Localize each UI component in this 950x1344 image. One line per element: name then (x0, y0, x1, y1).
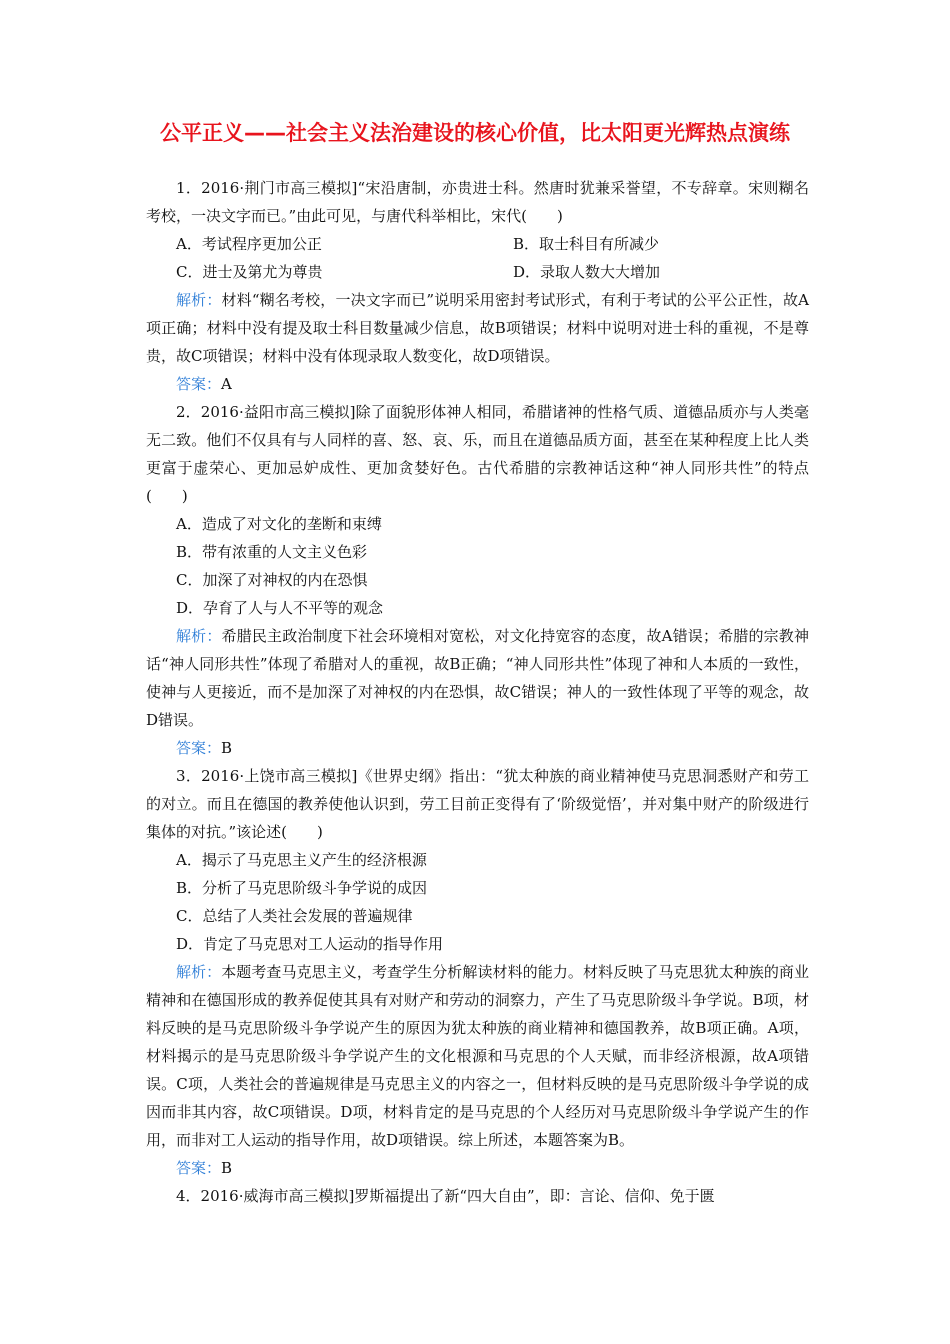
option-d: D．肯定了马克思对工人运动的指导作用 (176, 935, 444, 953)
option-c: C．加深了对神权的内在恐惧 (176, 571, 368, 589)
question-stem: 1．2016·荆门市高三模拟]“宋沿唐制，亦贵进士科。然唐时犹兼采誉望，不专辞章。宋则糊名考校，一决文字而已。”由此可见，与唐代科举相比，宋代( ) (146, 179, 809, 225)
answer-label: 答案： (176, 739, 222, 757)
page-title: 公平正义——社会主义法治建设的核心价值，比太阳更光辉热点演练 (160, 121, 790, 145)
question-4 (146, 1182, 809, 1210)
analysis (146, 622, 809, 734)
analysis (146, 958, 809, 1154)
option-b: B．分析了马克思阶级斗争学说的成因 (176, 879, 428, 897)
option-d: D．录取人数大大增加 (513, 263, 661, 281)
option-a: A．造成了对文化的垄断和束缚 (176, 515, 382, 533)
analysis-text: 希腊民主政治制度下社会环境相对宽松，对文化持宽容的态度，故A错误；希腊的宗教神话“神人同形共性”体现了希腊对人的重视，故B正确；“神人同形共性”体现了神和人本质的一致性，使神与人更接近，而不是加深了对神权的内在恐惧，故C错误；神人的一致性体现了平等的观念，故D错误。 (146, 627, 809, 729)
answer (146, 370, 809, 398)
option-d: D．孕育了人与人不平等的观念 (176, 599, 384, 617)
option-b: B．取士科目有所减少 (513, 235, 660, 253)
answer-value: A (221, 375, 232, 393)
question-1 (146, 174, 809, 398)
option-b: B．带有浓重的人文主义色彩 (176, 543, 368, 561)
option-c: C．进士及第尤为尊贵 (176, 263, 323, 281)
question-stem: 2．2016·益阳市高三模拟]除了面貌形体神人相同，希腊诸神的性格气质、道德品质亦与人类毫无二致。他们不仅具有与人同样的喜、怒、哀、乐，而且在道德品质方面，甚至在某种程度上比人类更富于虚荣心、更加忌妒成性、更加贪婪好色。古代希腊的宗教神话这种“神人同形共性”的特点( ) (146, 403, 809, 505)
option-row (146, 230, 809, 258)
option-a: A．揭示了马克思主义产生的经济根源 (176, 851, 427, 869)
document-body (146, 174, 809, 1210)
analysis-label: 解析： (176, 627, 222, 645)
analysis-text: 材料“糊名考校，一决文字而已”说明采用密封考试形式，有利于考试的公平公正性，故A项正确；材料中没有提及取士科目数量减少信息，故B项错误；材料中说明对进士科的重视，不是尊贵，故C项错误；材料中没有体现录取人数变化，故D项错误。 (146, 291, 809, 365)
analysis (146, 286, 809, 370)
answer-value: B (221, 1159, 233, 1177)
answer (146, 1154, 809, 1182)
answer-value: B (221, 739, 233, 757)
option-a: A．考试程序更加公正 (176, 235, 322, 253)
question-stem: 3．2016·上饶市高三模拟]《世界史纲》指出：“犹太种族的商业精神使马克思洞悉财产和劳工的对立。而且在德国的教养使他认识到，劳工目前正变得有了‘阶级觉悟’，并对集中财产的阶级进行集体的对抗。”该论述( ) (146, 767, 809, 841)
answer-label: 答案： (176, 375, 222, 393)
question-2 (146, 398, 809, 762)
answer (146, 734, 809, 762)
analysis-label: 解析： (176, 291, 222, 309)
option-row (146, 258, 809, 286)
answer-label: 答案： (176, 1159, 222, 1177)
analysis-label: 解析： (176, 963, 222, 981)
question-3 (146, 762, 809, 1182)
analysis-text: 本题考查马克思主义，考查学生分析解读材料的能力。材料反映了马克思犹太种族的商业精神和在德国形成的教养促使其具有对财产和劳动的洞察力，产生了马克思阶级斗争学说。B项，材料反映的是马克思阶级斗争学说产生的原因为犹太种族的商业精神和德国教养，故B项正确。A项，材料揭示的是马克思阶级斗争学说产生的文化根源和马克思的个人天赋，而非经济根源，故A项错误。C项，人类社会的普遍规律是马克思主义的内容之一，但材料反映的是马克思阶级斗争学说的成因而非其内容，故C项错误。D项，材料肯定的是马克思的个人经历对马克思阶级斗争学说产生的作用，而非对工人运动的指导作用，故D项错误。综上所述，本题答案为B。 (146, 963, 809, 1149)
option-c: C．总结了人类社会发展的普遍规律 (176, 907, 413, 925)
question-stem: 4．2016·威海市高三模拟]罗斯福提出了新“四大自由”，即：言论、信仰、免于匮 (176, 1187, 715, 1205)
